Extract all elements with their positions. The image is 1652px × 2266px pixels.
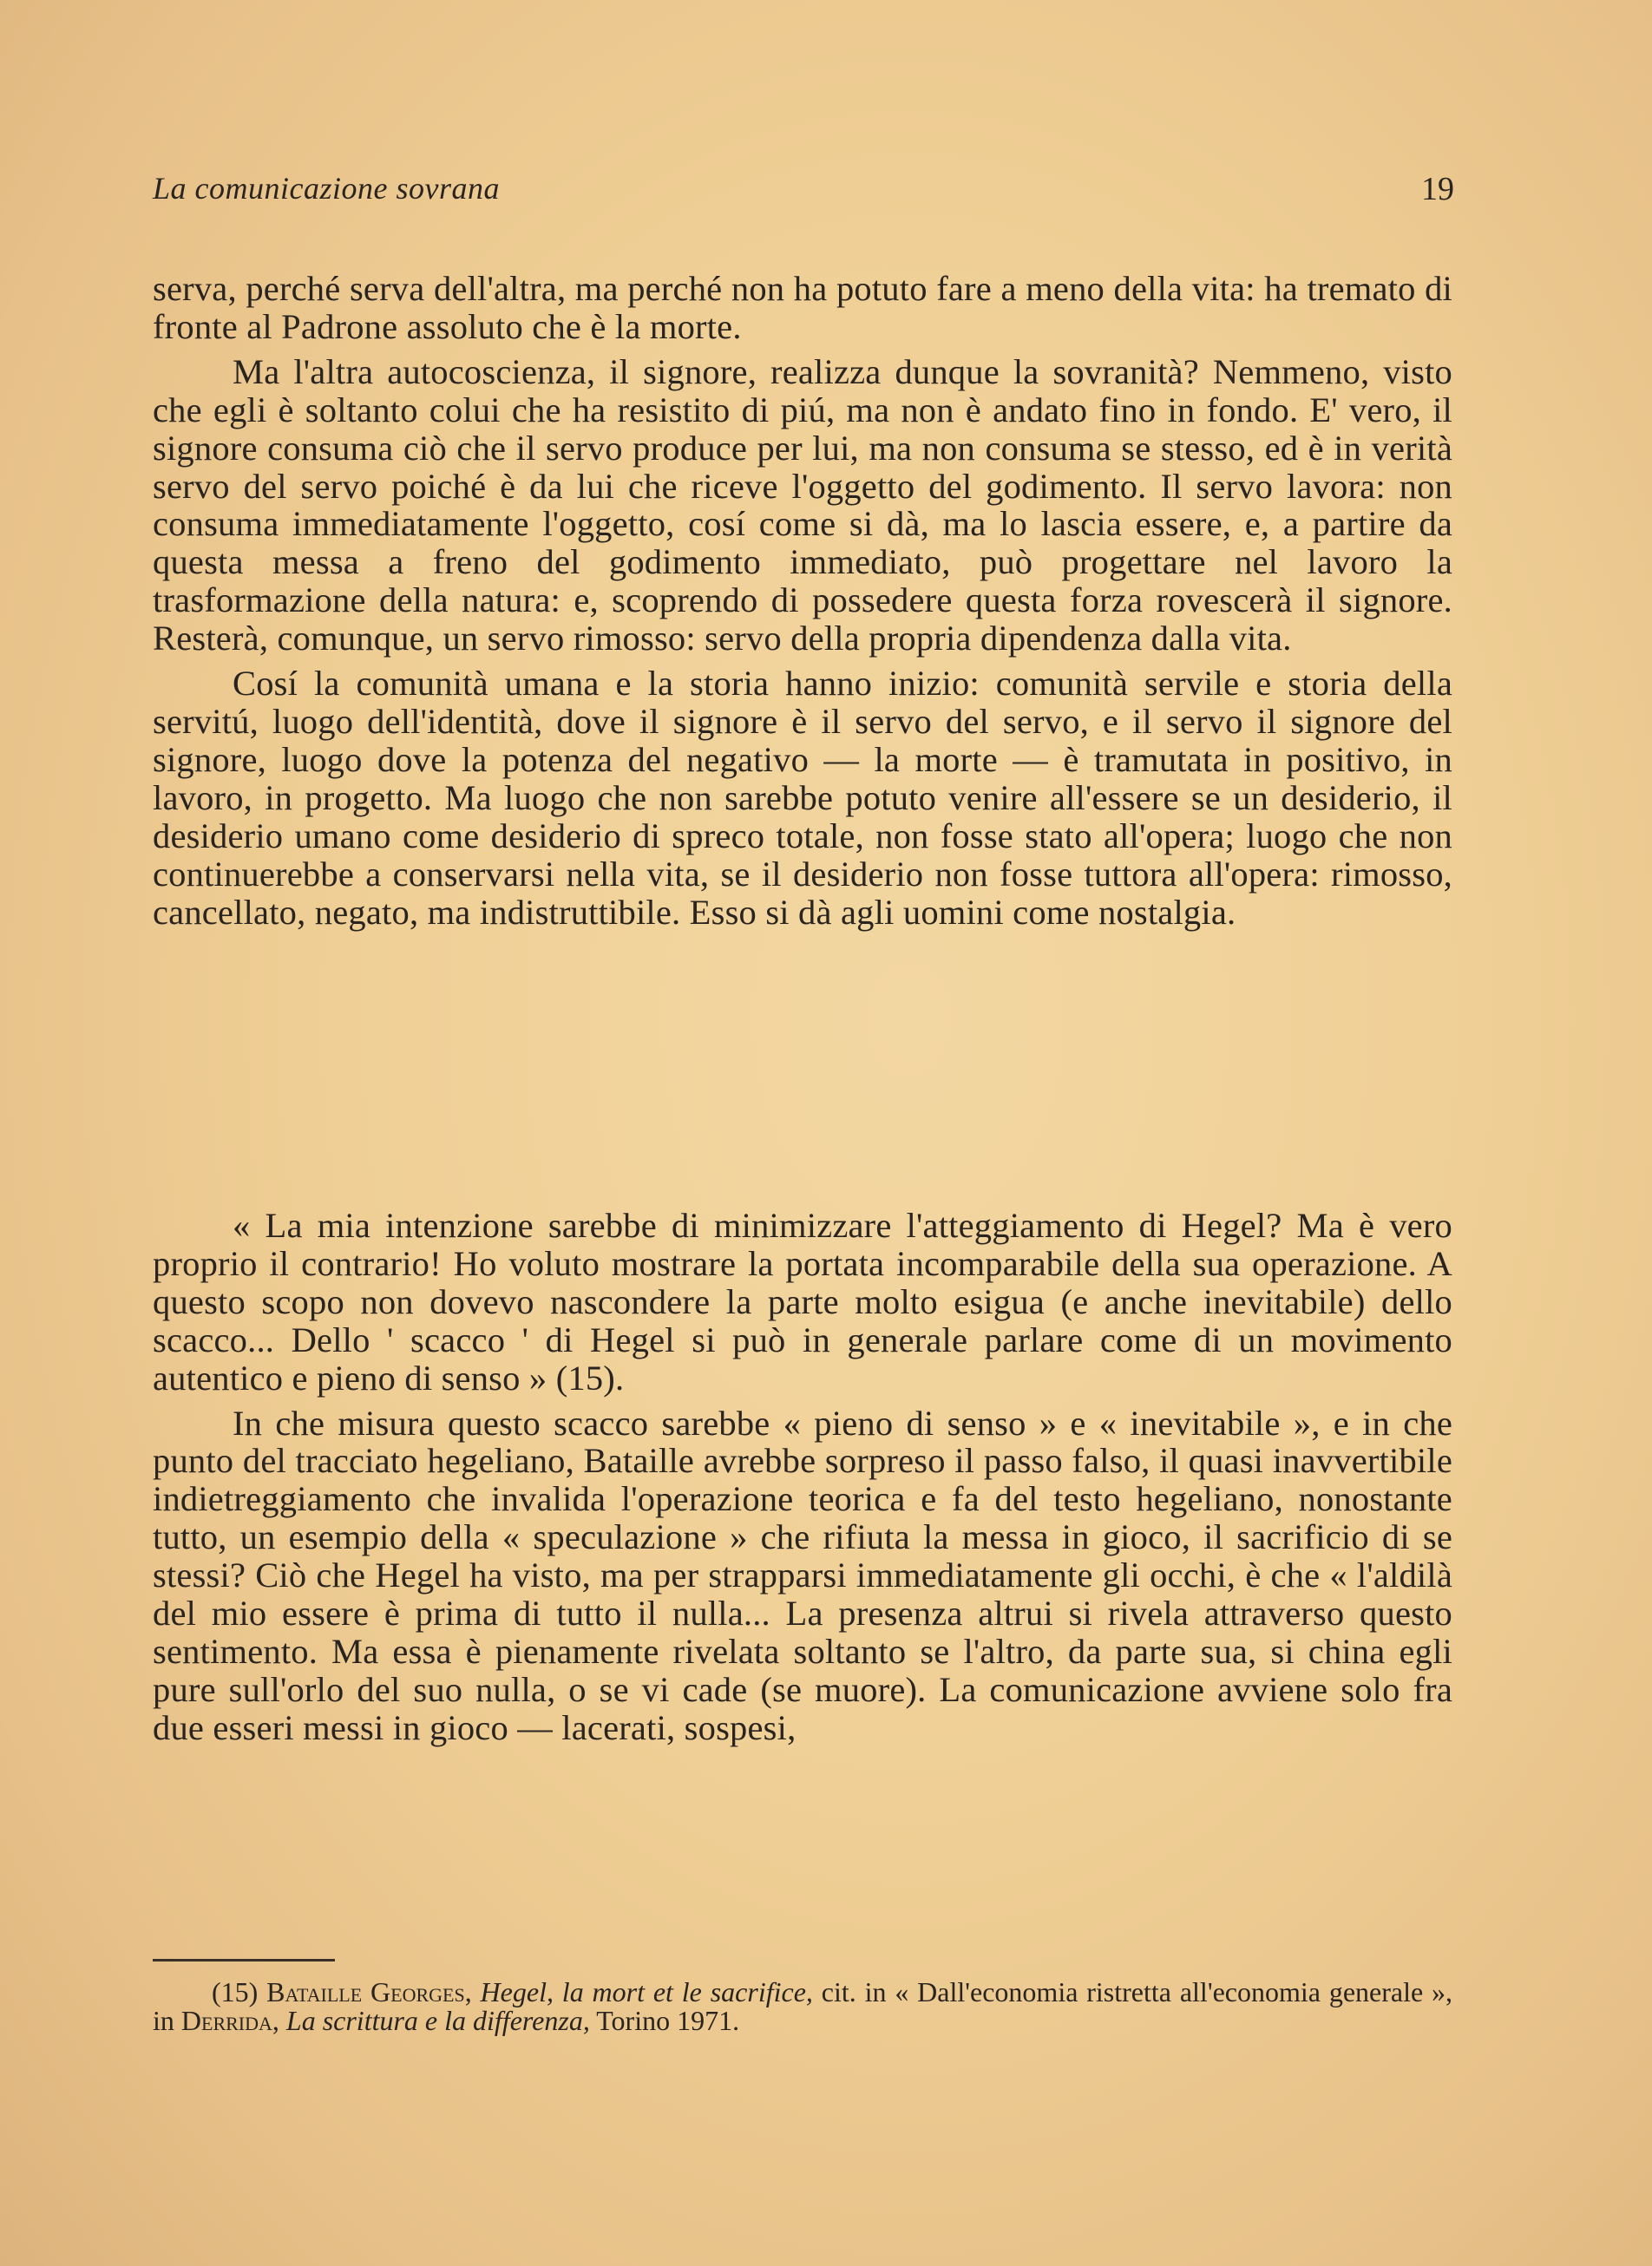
footnote-title-2: La scrittura e la differenza, xyxy=(285,2005,590,2036)
footnote-15 xyxy=(153,1978,1452,2035)
paragraph-continuation: serva, perché serva dell'altra, ma perché non ha potuto fare a meno della vita: ha tremato di fronte al Padrone assoluto che è la morte. xyxy=(153,269,1452,346)
footnote-text: cit. in « Dall'economia ristretta all'economia generale », in xyxy=(153,1976,1453,2036)
footnote-author: Bataille Georges, xyxy=(266,1976,472,2007)
footnote-author-2: Derrida, xyxy=(180,2005,279,2036)
paragraph: In che misura questo scacco sarebbe « pieno di senso » e « inevitabile », e in che punto del tracciato hegeliano, Bataille avrebbe sorpreso il passo falso, il quasi inavvertibile indietreggiamento che invalida l'operazione teorica e fa del testo hegeliano, nonostante tutto, un esempio della « speculazione » che rifiuta la messa in gioco, il sacrificio di se stessi? Ciò che Hegel ha visto, ma per strapparsi immediatamente gli occhi, è che « l'aldilà del mio essere è prima di tutto il nulla... La presenza altrui si rivela attraverso questo sentimento. Ma essa è pienamente rivelata soltanto se l'altro, da parte sua, si china egli pure sull'orlo del suo nulla, o se vi cade (se muore). La comunicazione avviene solo fra due esseri messi in gioco — lacerati, sospesi, xyxy=(153,1403,1452,1747)
footnote-text-2: Torino 1971. xyxy=(589,2005,740,2036)
running-title: La comunicazione sovrana xyxy=(153,171,500,206)
footnote-divider xyxy=(153,1959,335,1961)
quotation-paragraph: « La mia intenzione sarebbe di minimizzare l'atteggiamento di Hegel? Ma è vero proprio il contrario! Ho voluto mostrare la portata incomparabile della sua operazione. A questo scopo non dovevo nascondere la parte molto esigua (e anche inevitabile) dello scacco... Dello ' scacco ' di Hegel si può in generale parlare come di un movimento autentico e pieno di senso » (15). xyxy=(153,1206,1452,1398)
footnote-title: Hegel, la mort et le sacrifice, xyxy=(480,1976,813,2007)
paragraph: Cosí la comunità umana e la storia hanno inizio: comunità servile e storia della servitú, luogo dell'identità, dove il signore è il servo del servo, e il servo il signore del signore, luogo dove la potenza del negativo — la morte — è tramutata in positivo, in lavoro, in progetto. Ma luogo che non sarebbe potuto venire all'essere se un desiderio, il desiderio umano come desiderio di spreco totale, non fosse stato all'opera; luogo che non continuerebbe a conservarsi nella vita, se il desiderio non fosse tuttora all'opera: rimosso, cancellato, negato, ma indistruttibile. Esso si dà agli uomini come nostalgia. xyxy=(153,664,1452,932)
body-section-1 xyxy=(153,270,1452,931)
footnote-number: (15) xyxy=(212,1976,259,2007)
page-number: 19 xyxy=(1421,171,1454,207)
page-header xyxy=(153,170,1454,222)
body-section-2 xyxy=(153,1207,1452,1747)
footnote xyxy=(153,1978,1452,2035)
paragraph: Ma l'altra autocoscienza, il signore, realizza dunque la sovranità? Nemmeno, visto che egli è soltanto colui che ha resistito di piú, ma non è andato fino in fondo. E' vero, il signore consuma ciò che il servo produce per lui, ma non consuma se stesso, ed è in verità servo del servo poiché è da lui che riceve l'oggetto del godimento. Il servo lavora: non consuma immediatamente l'oggetto, cosí come si dà, ma lo lascia essere, e, a partire da questa messa a freno del godimento immediato, può progettare nel lavoro la trasformazione della natura: e, scoprendo di possedere questa forza rovescerà il signore. Resterà, comunque, un servo rimosso: servo della propria dipendenza dalla vita. xyxy=(153,351,1452,658)
